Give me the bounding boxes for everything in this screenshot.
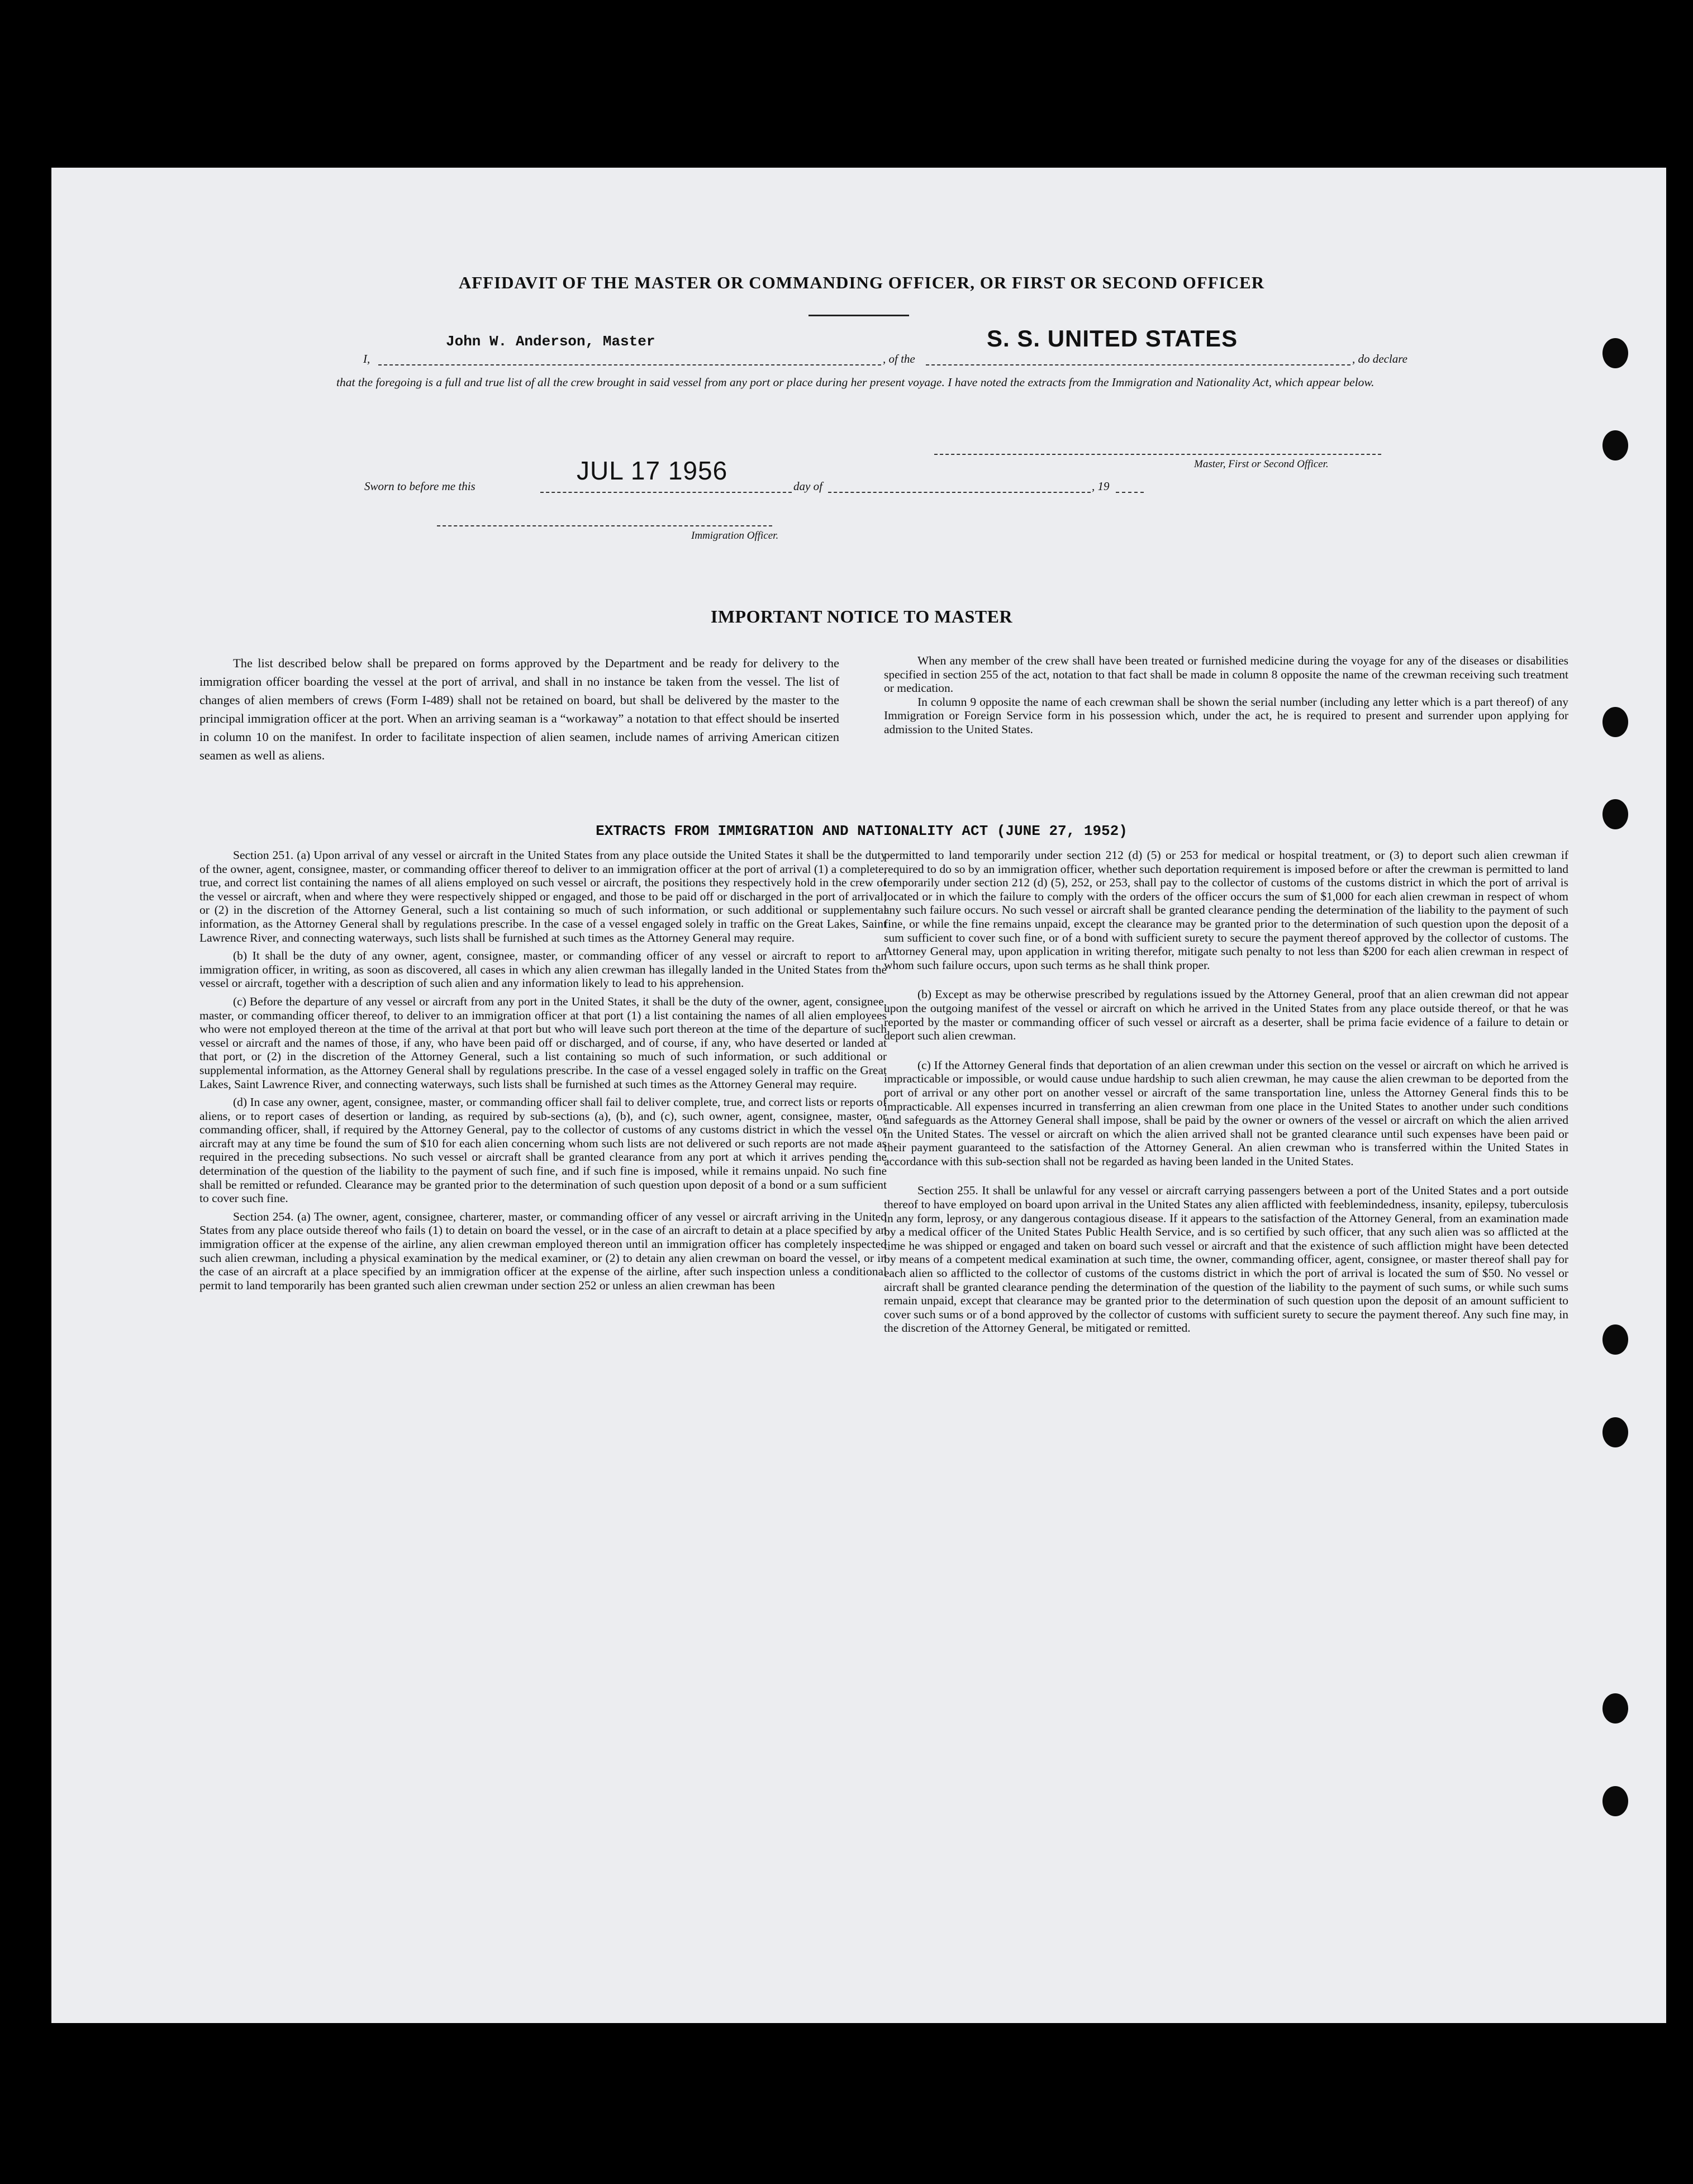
year-prefix: , 19 — [1092, 479, 1110, 493]
master-signature-line — [934, 454, 1381, 455]
vessel-name-line — [926, 364, 1350, 365]
extract-paragraph: (b) It shall be the duty of any owner, agent, consignee, master, or commanding officer of any vessel or aircraft to report to an immigration officer, in writing, as soon as discovered, all cases in which any alien crewman has illegally landed in the United States from the vessel or aircraft, together with a description of such alien and any information likely to lead to his apprehension. — [199, 949, 887, 990]
binder-hole — [1602, 707, 1628, 737]
title-underline — [809, 315, 909, 316]
extract-paragraph: permitted to land temporarily under section 212 (d) (5) or 253 for medical or hospital treatment, or (3) to deport such alien crewman if required to do so by an immigration officer, whether such deportation requirement is imposed before or after the crewman is permitted to land temporarily under section 212 (d) (5), 252, or 253, shall pay to the collector of customs of the customs district in which the port of arrival is located or in which the failure to comply with the orders of the officer occurs the sum of $1,000 for each alien crewman in respect of whom any such failure occurs. No such vessel or aircraft shall be granted clearance pending the determination of the liability to the payment of such fine, or while the fine remains unpaid, except the clearance may be granted prior to the determination of such question upon the deposit of a sum sufficient to cover such fine, or of a bond with sufficient surety to secure the payment thereof approved by the collector of customs. The Attorney General may, upon application in writing therefor, mitigate such penalty to not less than $200 for each alien crewman in respect of whom such failure occurs, upon such terms as he shall think proper. — [884, 848, 1568, 972]
binder-hole — [1602, 1693, 1628, 1724]
extract-paragraph: (b) Except as may be otherwise prescribed by regulations issued by the Attorney General, proof that an alien crewman did not appear upon the outgoing manifest of the vessel or aircraft on which he arrived in the United States from any place outside thereof, or that he was reported by the master or commanding officer of such vessel or aircraft as a deserter, shall be prima facie evidence of a failure to detain or deport such alien crewman. — [884, 987, 1568, 1043]
of-the-label: , of the — [883, 352, 915, 365]
extract-paragraph: Section 251. (a) Upon arrival of any vessel or aircraft in the United States from any place outside the United States it shall be the duty of the owner, agent, consignee, master, or commanding officer thereof to deliver to an immigration officer at the port of arrival (1) a complete, true, and correct list containing the names of all aliens employed on such vessel or aircraft, the positions they respectively hold in the crew of the vessel or aircraft, when and where they were respectively shipped or engaged, and those to be paid off or discharged in the port of arrival; or (2) in the discretion of the Attorney General, such a list containing so much of such information, or such additional or supplemental information, as the Attorney General shall by regulations prescribe. In the case of a vessel engaged solely in traffic on the Great Lakes, Saint Lawrence River, and connecting waterways, such lists shall be furnished at such times as the Attorney General may require. — [199, 848, 887, 944]
binder-hole — [1602, 1786, 1628, 1816]
extract-paragraph: (c) If the Attorney General finds that deportation of an alien crewman under this section on the vessel or aircraft on which he arrived is impracticable or impossible, or would cause undue hardship to such alien crewman, he may cause the alien crewman to be deported from the port of arrival or any other port on another vessel or aircraft of the same transportation line, unless the Attorney General finds this to be impracticable. All expenses incurred in transferring an alien crewman from one place in the United States to another under such conditions and safeguards as the Attorney General shall impose, shall be paid by the owner or owners of the vessel or aircraft on which the alien arrived in the United States. The vessel or aircraft on which the alien arrived shall not be granted clearance until such expenses have been paid or their payment guaranteed to the satisfaction of the Attorney General. An alien crewman who is transferred within the United States in accordance with this sub-section shall not be regarded as having been landed in the United States. — [884, 1058, 1568, 1168]
notice-right-column — [884, 654, 1568, 736]
year-line — [1116, 492, 1144, 493]
notice-right-paragraph-1: When any member of the crew shall have been treated or furnished medicine during the voyage for any of the diseases or disabilities specified in section 255 of the act, notation to that fact shall be made in column 8 opposite the name of the crewman receiving such treatment or medication. — [884, 654, 1568, 695]
vessel-name: S. S. UNITED STATES — [987, 325, 1238, 352]
master-name: John W. Anderson, Master — [446, 333, 655, 350]
sworn-label: Sworn to before me this — [364, 479, 475, 493]
extracts-left-column — [199, 848, 887, 1297]
sworn-date: JUL 17 1956 — [577, 456, 728, 485]
day-of-label: day of — [793, 479, 822, 493]
declaration-text: that the foregoing is a full and true list of all the crew brought in said vessel from any port or place during her present voyage. I have noted the extracts from the Immigration and Nationality Act, which appear below. — [336, 376, 1375, 389]
notice-right-paragraph-2: In column 9 opposite the name of each crewman shall be shown the serial number (including any letter which is a part thereof) of any Immigration or Foreign Service form in his possession which, under the act, he is required to present and surrender upon applying for admission to the United States. — [884, 695, 1568, 736]
affidavit-i-label: I, — [363, 352, 370, 365]
binder-hole — [1602, 338, 1628, 368]
notice-left-column — [199, 654, 839, 765]
binder-hole — [1602, 1417, 1628, 1447]
extract-paragraph: Section 254. (a) The owner, agent, consignee, charterer, master, or commanding officer of any vessel or aircraft arriving in the United States from any place outside thereof who fails (1) to detain on board the vessel, or in the case of an aircraft to detain at a place specified by an immigration officer at the expense of the airline, any alien crewman employed thereon until an immigration officer has completely inspected such alien crewman, including a physical examination by the medical examiner, or (2) to detain any alien crewman on board the vessel, or in the case of an aircraft at a place specified by an immigration officer at the expense of the airline, after such inspection unless a conditional permit to land temporarily has been granted such alien crewman under section 252 or unless an alien crewman has been — [199, 1209, 887, 1292]
officer-signature-line — [437, 525, 772, 526]
sworn-date-line — [540, 492, 792, 493]
extract-paragraph: (d) In case any owner, agent, consignee, master, or commanding officer shall fail to deliver complete, true, and correct lists or reports of aliens, or to report cases of desertion or landing, as required by sub-sections (a), (b), and (c), such owner, agent, consignee, master, or commanding officer, shall, if required by the Attorney General, pay to the collector of customs of any customs district in which the vessel or aircraft may at any time be found the sum of $10 for each alien concerning whom such lists are not delivered or such reports are not made as required in the preceding subsections. No such vessel or aircraft shall be granted clearance from any port at which it arrives pending the determination of the question of the liability to the payment of such fine, and if such fine is imposed, while it remains unpaid. No such fine shall be remitted or refunded. Clearance may be granted prior to the determination of such question upon deposit of a bond or a sum sufficient to cover such fine. — [199, 1095, 887, 1205]
binder-hole — [1602, 1324, 1628, 1355]
do-declare-label: , do declare — [1352, 352, 1407, 365]
notice-left-paragraph: The list described below shall be prepared on forms approved by the Department and be ready for delivery to the immigration officer boarding the vessel at the port of arrival, and shall in no instance be taken from the vessel. The list of changes of alien members of crews (Form I-489) shall not be retained on board, but shall be delivered by the master to the principal immigration officer at the port. When an arriving seaman is a “workaway” a notation to that effect should be inserted in column 10 on the manifest. In order to facilitate inspection of alien seamen, include names of arriving American citizen seamen as well as aliens. — [199, 656, 839, 762]
extracts-right-column — [884, 848, 1568, 1340]
extracts-title: EXTRACTS FROM IMMIGRATION AND NATIONALITY ACT (JUNE 27, 1952) — [596, 823, 1128, 839]
extract-paragraph: (c) Before the departure of any vessel or aircraft from any port in the United States, it shall be the duty of the owner, agent, consignee, master, or commanding officer thereof, to deliver to an immigration officer at that port (1) a list containing the names of all alien employees who were not employed thereon at the time of the arrival at that port but who will leave such port thereon at the time of the departure of such vessel or aircraft and the names of those, if any, who have been paid off or discharged, and of course, if any, who have deserted or landed at that port, or (2) in the discretion of the Attorney General, such a list containing so much of such information, or such additional or supplemental information, as the Attorney General shall by regulations prescribe. In the case of a vessel engaged solely in traffic on the Great Lakes, Saint Lawrence River, and connecting waterways, such lists shall be furnished at such times as the Attorney General may require. — [199, 994, 887, 1091]
month-line — [828, 492, 1091, 493]
affidavit-title: AFFIDAVIT OF THE MASTER OR COMMANDING OFFICER, OR FIRST OR SECOND OFFICER — [458, 273, 1265, 292]
officer-signature-label: Immigration Officer. — [691, 530, 779, 542]
master-name-line — [378, 364, 881, 365]
master-signature-label: Master, First or Second Officer. — [1194, 458, 1329, 470]
extract-paragraph: Section 255. It shall be unlawful for any vessel or aircraft carrying passengers between a port of the United States and a port outside thereof to have employed on board upon arrival in the United States any alien afflicted with feeblemindedness, insanity, epilepsy, tuberculosis in any form, leprosy, or any dangerous contagious disease. If it appears to the satisfaction of the Attorney General, from an examination made by a medical officer of the United States Public Health Service, and is so certified by such officer, that any such alien was so afflicted at the time he was shipped or engaged and taken on board such vessel or aircraft and that the existence of such affliction might have been detected by means of a competent medical examination at such time, the owner, commanding officer, agent, consignee, or master thereof shall pay for each alien so afflicted to the collector of customs of the customs district in which the port of arrival is located the sum of $50. No vessel or aircraft shall be granted clearance pending the determination of the question of the liability to the payment of such sums, or while such sums remain unpaid, except that clearance may be granted prior to the determination of such question upon the deposit of an amount sufficient to cover such sums or of a bond approved by the collector of customs with sufficient surety to secure the payment thereof. Any such fine may, in the discretion of the Attorney General, be mitigated or remitted. — [884, 1184, 1568, 1335]
document-page — [51, 168, 1666, 2023]
notice-title: IMPORTANT NOTICE TO MASTER — [710, 606, 1013, 626]
binder-hole — [1602, 430, 1628, 460]
